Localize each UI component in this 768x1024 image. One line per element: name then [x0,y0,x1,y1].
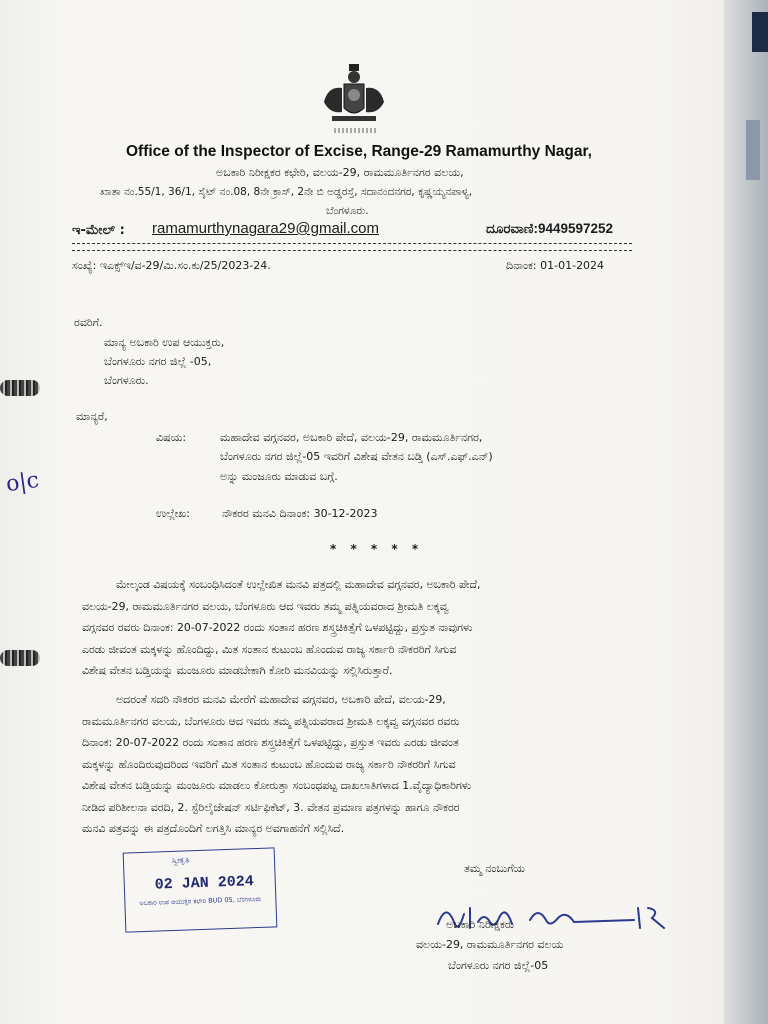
paragraph-1-line: ವಲಯ-29, ರಾಮಮೂರ್ತಿನಗರ ವಲಯ, ಬೆಂಗಳೂರು ಆದ ಇವರು ತಮ್ಮ ಪತ್ನಿಯವರಾದ ಶ್ರೀಮತಿ ಲಕ್ಕವ್ವ [82,599,449,613]
paragraph-1-line: ವಿಶೇಷ ವೇತನ ಬಡ್ತಿಯನ್ನು ಮಂಜೂರು ಮಾಡಬೇಕಾಗಿ ಕೋರಿ ಮನವಿಯನ್ನು ಸಲ್ಲಿಸಿರುತ್ತಾರೆ. [82,664,393,677]
reference-number: ಸಂಖ್ಯೆ: ಇಎಕ್ಸ್‌ಇ/ವ-29/ಮಿ.ಸಂ.ಕು/25/2023-24. [72,259,271,272]
received-stamp [123,847,278,932]
paragraph-1-line: ಎರಡು ಜೀವಂತ ಮಕ್ಕಳನ್ನು ಹೊಂದಿದ್ದು, ಮಿತ ಸಂತಾನ ಕುಟುಂಬ ಹೊಂದುವ ರಾಜ್ಯ ಸರ್ಕಾರಿ ನೌಕರರಿಗೆ ಸಿಗುವ [82,642,457,656]
body-paragraph-2 [82,689,642,840]
subject-line-2: ಬೆಂಗಳೂರು ನಗರ ಜಿಲ್ಲೆ-05 ಇವರಿಗೆ ವಿಶೇಷ ವೇತನ ಬಡ್ತಿ (ಎಸ್.ಎಫ್.ಎನ್) [220,450,493,463]
stamp-date: 02 JAN 2024 [154,873,255,894]
recipient-line-2: ಬೆಂಗಳೂರು ನಗರ ಜಿಲ್ಲೆ -05, [104,355,212,368]
closing-text: ತಮ್ಮ ನಂಬುಗೆಯ [464,862,526,875]
office-name-kannada: ಅಬಕಾರಿ ನಿರೀಕ್ಷಕರ ಕಛೇರಿ, ವಲಯ-29, ರಾಮಮೂರ್ತಿನಗರ ವಲಯ, [216,166,464,179]
recipient-line-1: ಮಾನ್ಯ ಅಬಕಾರಿ ಉಪ ಆಯುಕ್ತರು, [104,336,225,349]
email-label: ಇ-ಮೇಲ್ : [72,223,125,238]
paragraph-2-line: ದಿನಾಂಕ: 20-07-2022 ರಂದು ಸಂತಾನ ಹರಣ ಶಸ್ತ್ರಚಿಕಿತ್ಸೆಗೆ ಒಳಪಟ್ಟಿದ್ದು, ಪ್ರಸ್ತುತ ಇವರು ಎರಡು ಜೀವಂತ [82,736,459,749]
reference-text: ನೌಕರರ ಮನವಿ ದಿನಾಂಕ: 30-12-2023 [222,507,378,520]
paragraph-2-line: ಅದರಂತೆ ಸದರಿ ನೌಕರರ ಮನವಿ ಮೇರೆಗೆ ಮಹಾದೇವ ವಗ್ಗನವರ, ಅಬಕಾರಿ ಪೇದೆ, ವಲಯ-29, [116,693,446,706]
binder-ring-lower [0,650,40,666]
phone-number: ದೂರವಾಣಿ:9449597252 [486,221,614,236]
binder-tab-secondary [746,120,760,180]
paragraph-2-line: ರಾಮಮೂರ್ತಿನಗರ ವಲಯ, ಬೆಂಗಳೂರು ಆದ ಇವರು ತಮ್ಮ ಪತ್ನಿಯವರಾದ ಶ್ರೀಮತಿ ಲಕ್ಕವ್ವ ವಗ್ಗನವರ ರವರು [82,714,460,728]
body-paragraph-1 [82,574,642,682]
state-emblem-icon [318,62,390,134]
office-title: Office of the Inspector of Excise, Range-29 Ramamurthy Nagar, [126,143,592,160]
recipient-to: ರವರಿಗೆ. [74,316,103,329]
header-divider-top [72,243,632,244]
address-line-2: ಬೆಂಗಳೂರು. [326,205,369,217]
paragraph-2-line: ಮಕ್ಕಳನ್ನು ಹೊಂದಿರುವುದರಿಂದ ಇವರಿಗೆ ಮಿತ ಸಂತಾನ ಕುಟುಂಬ ಹೊಂದುವ ರಾಜ್ಯ ಸರ್ಕಾರಿ ನೌಕರರಿಗೆ ಸಿಗುವ [82,757,456,771]
recipient-line-3: ಬೆಂಗಳೂರು. [104,374,149,387]
emblem-caption [334,128,378,133]
signatory-title: ಅಬಕಾರಿ ನಿರೀಕ್ಷಕರು [446,918,515,931]
paragraph-2-line: ನೀಡಿದ ಪರಿಶೀಲನಾ ವರದಿ, 2. ಸ್ಟೆರಿಲೈಜೇಷನ್ ಸರ್ಟಿಫಿಕೆಟ್, 3. ವೇತನ ಪ್ರಮಾಣ ಪತ್ರಗಳನ್ನು ಹಾಗೂ ನೌಕರರ [82,800,460,814]
subject-line-1: ಮಹಾದೇವ ವಗ್ಗನವರ, ಅಬಕಾರಿ ಪೇದೆ, ವಲಯ-29, ರಾಮಮೂರ್ತಿನಗರ, [220,431,483,444]
signatory-district: ಬೆಂಗಳೂರು ನಗರ ಜಿಲ್ಲೆ-05 [448,959,549,972]
paragraph-1-line: ವಗ್ಗನವರ ರವರು ದಿನಾಂಕ: 20-07-2022 ರಂದು ಸಂತಾನ ಹರಣ ಶಸ್ತ್ರಚಿಕಿತ್ಸೆಗೆ ಒಳಪಟ್ಟಿದ್ದು, ಪ್ರಸ್ತುತ ನಾವುಗಳು [82,621,473,634]
address-line-1: ಖಾತಾ ನಂ.55/1, 36/1, ಸೈಟ್ ನಂ.08, 8ನೇ ಕ್ರಾಸ್, 2ನೇ ಬಿ ಅಡ್ಡರಸ್ತೆ, ಸದಾನಂದನಗರ, ಕೃಷ್ಣಯ್ಯನಪಾಳ್ಯ, [100,186,473,198]
stamp-title: ಸ್ವೀಕೃತಿ [171,855,190,865]
email-address: ramamurthynagara29@gmail.com [152,220,379,237]
paragraph-1-line: ಮೇಲ್ಕಂಡ ವಿಷಯಕ್ಕೆ ಸಂಬಂಧಿಸಿದಂತೆ ಉಲ್ಲೇಖಿತ ಮನವಿ ಪತ್ರದಲ್ಲಿ ಮಹಾದೇವ ವಗ್ಗನವರ, ಅಬಕಾರಿ ಪೇದೆ, [116,578,481,591]
binder-tab [752,12,768,52]
stamp-office: ಅಬಕಾರಿ ಉಪ ಆಯುಕ್ತರ ಕಛೇರಿ BUD 05, ಬೆಂಗಳೂರು [139,894,262,908]
binder-ring-upper [0,380,40,396]
paragraph-2-line: ಮನವಿ ಪತ್ರವನ್ನು ಈ ಪತ್ರದೊಂದಿಗೆ ಲಗತ್ತಿಸಿ ಮಾನ್ಯರ ಅವಗಾಹನೆಗೆ ಸಲ್ಲಿಸಿದೆ. [82,822,345,835]
reference-label: ಉಲ್ಲೇಖ: [156,507,190,520]
salutation: ಮಾನ್ಯರೆ, [76,410,108,423]
paragraph-2-line: ವಿಶೇಷ ವೇತನ ಬಡ್ತಿಯನ್ನು ಮಂಜೂರು ಮಾಡಲು ಕೋರುತ್ತಾ ಸಂಬಂಧಪಟ್ಟ ದಾಖಲಾತಿಗಳಾದ 1.ವೈದ್ಯಾಧಿಕಾರಿಗಳು [82,779,472,792]
header-divider-bottom [72,250,632,251]
letter-date: ದಿನಾಂಕ: 01-01-2024 [506,259,605,272]
signatory-office: ವಲಯ-29, ರಾಮಮೂರ್ತಿನಗರ ವಲಯ [416,938,564,951]
subject-line-3: ಅನ್ನು ಮಂಜೂರು ಮಾಡುವ ಬಗ್ಗೆ. [220,470,338,483]
section-separator: * * * * * [330,542,424,556]
margin-handwritten-note: o|c [4,467,41,498]
subject-label: ವಿಷಯ: [156,431,187,444]
